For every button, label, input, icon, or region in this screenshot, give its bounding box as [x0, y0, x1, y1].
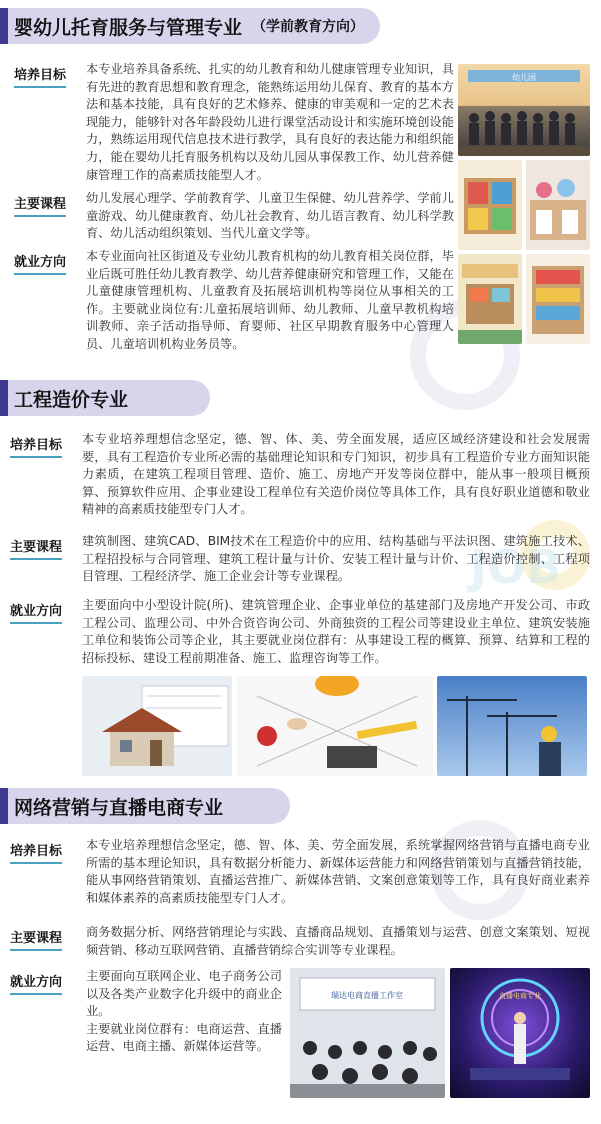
section-childcare: [0, 0, 601, 360]
photo-house-model: [82, 676, 232, 776]
photo-classroom-left: [458, 160, 522, 250]
kindergarten-sign: 幼儿园: [512, 73, 536, 82]
banner-accent-bar: [0, 8, 8, 44]
label-main-courses: 主要课程: [14, 193, 66, 212]
photo-lecture-hall: [290, 968, 445, 1098]
text-training-goal: 本专业培养具备系统、扎实的幼儿教育和幼儿健康管理专业知识，具有先进的教育思想和教育理念，能熟练运用幼儿保育、教育的基本方法和基本技能，具有良好的艺术修养、健康的审美观和一定的艺术表现能力，能够针对各年龄段幼儿进行课堂活动设计和实施环境创设能力，熟练运用现代信息技术进行教学，具有良好的表达能力和组织能力，能在婴幼儿托育服务机构以及幼儿园从事保教工作、幼儿营养健康管理工作的高素质技能型人才。: [86, 62, 454, 182]
text-employment: [86, 968, 282, 1056]
text-employment: 本专业面向社区街道及专业幼儿教育机构的幼儿教育相关岗位群，毕业后既可胜任幼儿教育教学、幼儿营养健康研究和管理工作，又能在儿童健康管理机构、儿童教育及拓展培训机构等岗位从事相关的工作。主要就业岗位有:儿童拓展培训师、幼儿教师、儿童早教机构培训教师、亲子活动指导师、育婴师、社区早期教育服务中心管理人员、儿童培训机构业务员等。: [86, 249, 454, 351]
crane-illustration: [437, 676, 587, 776]
section-banner: [0, 8, 380, 44]
playroom-illustration: [458, 254, 522, 344]
stage-illustration: [450, 968, 590, 1098]
photo-playroom-right: [526, 254, 590, 344]
stage-sign: 直播电商专业: [499, 992, 541, 1000]
text-training-goal: 本专业培养理想信念坚定，德、智、体、美、劳全面发展，适应区域经济建设和社会发展需要，具有工程造价专业所必需的基础理论知识和专门知识，初步具有工程造价专业方面知识能力素质，在建筑工程项目管理、造价、施工、房地产开发等岗位群中，能从事一般项目概预算、预算软件应用、企事业建设工程单位有关造价岗位等具体工作，具有良好职业道德和敬业精神的高素质技能型专门人才。: [82, 432, 590, 517]
section-title: 婴幼儿托育服务与管理专业: [14, 16, 243, 39]
label-training-goal: 培养目标: [14, 64, 66, 83]
label-main-courses: 主要课程: [10, 536, 62, 555]
studio-sign: 瑞达电商直播工作室: [331, 991, 403, 1000]
photo-playroom-left: [458, 254, 522, 344]
label-employment: 就业方向: [14, 251, 66, 270]
label-training-goal: 培养目标: [10, 434, 62, 453]
banner-accent-bar: [0, 788, 8, 824]
photo-construction-site: [437, 676, 587, 776]
bookshelf-illustration: [526, 254, 590, 344]
label-main-courses: 主要课程: [10, 927, 62, 946]
lecture-illustration: [290, 968, 445, 1098]
photo-class-group: [458, 64, 590, 156]
photo-drafting-tools: [237, 676, 433, 776]
toy-illustration: [526, 160, 590, 250]
text-main-courses: 建筑制图、建筑CAD、BIM技术在工程造价中的应用、结构基础与平法识图、建筑施工技术、工程招投标与合同管理、建筑工程计量与计价、安装工程计量与计价、工程造价控制、工程项目管理、工程经济学、施工企业会计等专业课程。: [82, 534, 590, 584]
section-banner: [0, 380, 210, 416]
label-training-goal: 培养目标: [10, 840, 62, 859]
photo-classroom-right: [526, 160, 590, 250]
label-employment: 就业方向: [10, 971, 62, 990]
text-main-courses: 商务数据分析、网络营销理论与实践、直播商品规划、直播策划与运营、创意文案策划、短视频营销、移动互联网营销、直播营销综合实训等专业课程。: [86, 925, 590, 957]
section-title: 网络营销与直播电商专业: [14, 796, 224, 819]
section-title: 工程造价专业: [14, 388, 129, 411]
section-cost-engineering: [0, 376, 601, 766]
house-illustration: [82, 676, 232, 776]
banner-accent-bar: [0, 380, 8, 416]
section-subtitle: （学前教育方向）: [252, 19, 365, 35]
section-live-ecommerce: [0, 782, 601, 1124]
section-banner: [0, 788, 290, 824]
group-illustration: [458, 64, 590, 156]
drafting-illustration: [237, 676, 433, 776]
label-employment: 就业方向: [10, 600, 62, 619]
photo-live-stage: [450, 968, 590, 1098]
text-main-courses: 幼儿发展心理学、学前教育学、儿童卫生保健、幼儿营养学、学前儿童游戏、幼儿健康教育、幼儿社会教育、幼儿语言教育、幼儿科学教育、幼儿活动组织策划、当代儿童文学等。: [86, 191, 454, 241]
watermark-text: JOB: [470, 540, 562, 594]
text-employment-intro: 主要面向互联网企业、电子商务公司以及各类产业数字化升级中的商业企业。: [86, 969, 282, 1019]
text-employment: 主要面向中小型设计院(所)、建筑管理企业、企事业单位的基建部门及房地产开发公司、市政工程公司、监理公司、中外合资咨询公司、外商独资的工程公司等建设业主单位、建筑安装施工单位和装饰公司等企业，其主要就业岗位群有：从事建设工程的概算、预算、结算和工程的招标投标、建设工程前期准备、施工、监理咨询等工作。: [82, 598, 590, 665]
text-employment-roles: 主要就业岗位群有：电商运营、直播运营、电商主播、新媒体运营等。: [86, 1021, 282, 1054]
text-training-goal: 本专业培养理想信念坚定，德、智、体、美、劳全面发展，系统掌握网络营销与直播电商专业所需的基本理论知识，具有数据分析能力、新媒体运营能力和网络营销策划与直播营销技能，能从事网络营销策划、直播运营推广、新媒体营销、文案创意策划等工作，具有良好商业素养和媒体素养的高素质技能型专门人才。: [86, 838, 590, 905]
shelf-illustration: [458, 160, 522, 250]
